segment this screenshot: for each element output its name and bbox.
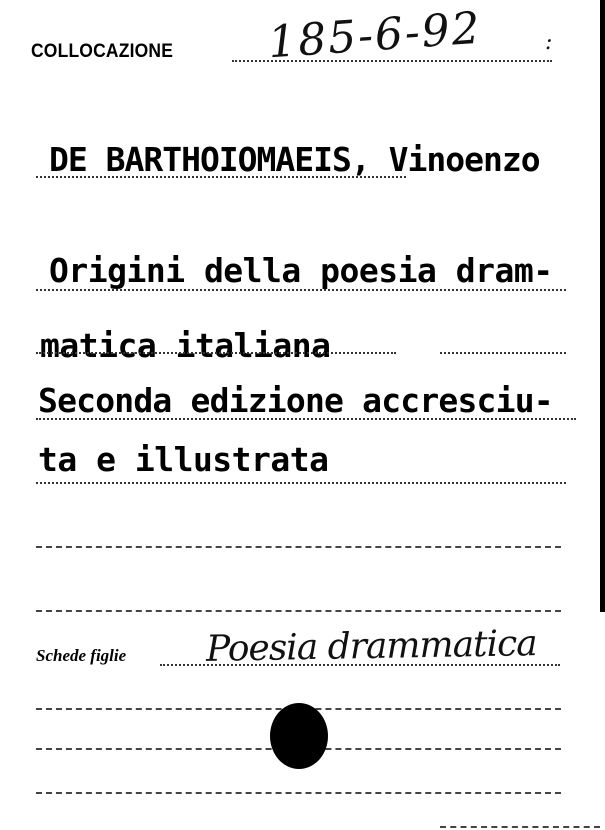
- title-dotted-line-2b: [440, 352, 566, 354]
- subject-heading-handwritten: Poesia drammatica: [205, 623, 538, 670]
- blank-dotted-line-5: [36, 792, 561, 794]
- card-edge-shadow: [600, 0, 605, 612]
- title-line-3: Seconda edizione accresciu-: [38, 381, 553, 420]
- title-line-1: Origini della poesia dram-: [49, 251, 553, 290]
- punch-hole: [270, 703, 328, 769]
- blank-dotted-line-2: [36, 610, 561, 612]
- shelfmark-handwritten: 185-6-92: [266, 2, 484, 69]
- title-dotted-line-1: [36, 289, 566, 291]
- title-line-4: ta e illustrata: [38, 440, 329, 479]
- collocazione-label: COLLOCAZIONE: [31, 41, 174, 62]
- title-line-2: matica italiana: [40, 326, 331, 365]
- bottom-edge-line: [440, 826, 600, 828]
- author-line: DE BARTHOIOMAEIS, Vinoenzo: [49, 140, 540, 179]
- author-dotted-line: [36, 176, 406, 178]
- blank-dotted-line-1: [36, 546, 561, 548]
- shelfmark-tail: :: [545, 30, 553, 55]
- title-dotted-line-2: [36, 352, 396, 354]
- schede-figlie-label: Schede figlie: [36, 646, 127, 665]
- title-dotted-line-3: [36, 418, 576, 420]
- title-dotted-line-4: [36, 482, 566, 484]
